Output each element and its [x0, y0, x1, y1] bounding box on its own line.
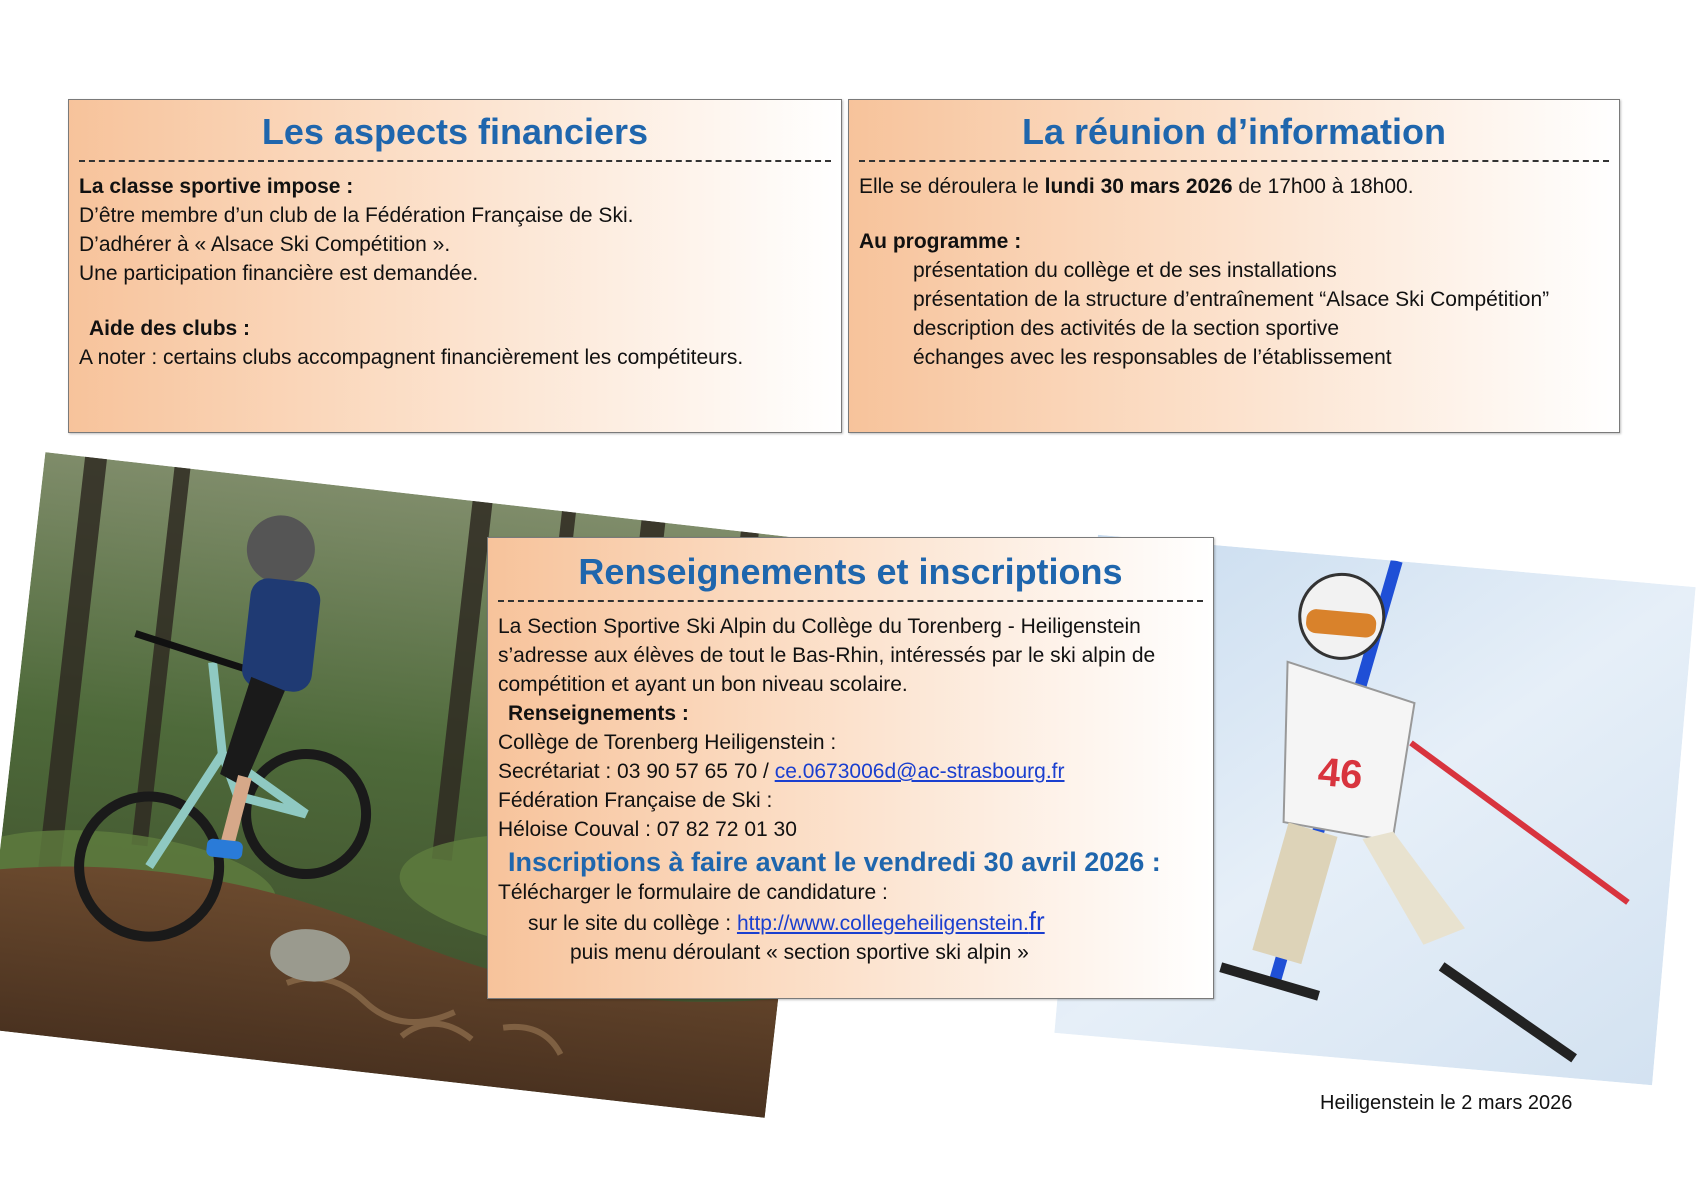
info-registration-title: Renseignements et inscriptions	[578, 551, 1123, 592]
meeting-time: de 17h00 à 18h00.	[1232, 175, 1414, 198]
download-text: Télécharger le formulaire de candidature :	[498, 881, 888, 904]
requirement-line: Une participation financière est demandée.	[79, 262, 479, 285]
financial-aspects-panel	[68, 99, 842, 433]
document-date: Heiligenstein le 2 mars 2026	[1320, 1092, 1573, 1114]
info-meeting-panel	[848, 99, 1620, 433]
divider	[79, 160, 831, 162]
requirement-line: D’adhérer à « Alsace Ski Compétition ».	[79, 233, 451, 256]
website-url-tld: fr	[1028, 906, 1045, 936]
club-aid-heading: Aide des clubs :	[89, 317, 251, 340]
intro-line: compétition et ayant un bon niveau scolaire.	[498, 673, 908, 696]
website-url: http://www.collegeheiligenstein.	[736, 912, 1029, 935]
divider	[859, 160, 1609, 162]
info-registration-panel	[487, 537, 1214, 999]
federation-contact: Héloise Couval : 07 82 72 01 30	[498, 818, 797, 841]
college-website-link[interactable]	[736, 906, 1045, 936]
site-prefix: sur le site du collège :	[528, 912, 737, 935]
impose-heading: La classe sportive impose :	[79, 175, 354, 198]
secretariat-phone: Secrétariat : 03 90 57 65 70 /	[498, 760, 775, 783]
programme-item: présentation de la structure d’entraînement “Alsace Ski Compétition”	[913, 288, 1550, 311]
programme-heading: Au programme :	[859, 230, 1022, 253]
meeting-date-line	[859, 172, 1609, 201]
meeting-date: lundi 30 mars 2026	[1044, 175, 1233, 198]
programme-item: présentation du collège et de ses installations	[913, 259, 1337, 282]
info-meeting-title: La réunion d’information	[1022, 111, 1446, 152]
programme-item: description des activités de la section sportive	[913, 317, 1340, 340]
meeting-intro-text: Elle se déroulera le	[859, 175, 1045, 198]
inscriptions-deadline: Inscriptions à faire avant le vendredi 30 avril 2026 :	[508, 847, 1161, 877]
contact-heading: Renseignements :	[508, 702, 689, 725]
federation-label: Fédération Française de Ski :	[498, 789, 773, 812]
intro-line: s’adresse aux élèves de tout le Bas-Rhin, intéressés par le ski alpin de	[498, 644, 1156, 667]
college-label: Collège de Torenberg Heiligenstein :	[498, 731, 837, 754]
menu-text: puis menu déroulant « section sportive ski alpin »	[570, 941, 1029, 964]
divider	[498, 600, 1203, 602]
secretariat-line	[498, 757, 1203, 786]
site-line	[498, 907, 1203, 938]
ski-bib-number: 46	[1316, 749, 1365, 798]
programme-item: échanges avec les responsables de l’établissement	[913, 346, 1392, 369]
requirement-line: D’être membre d’un club de la Fédération Française de Ski.	[79, 204, 634, 227]
club-aid-text: A noter : certains clubs accompagnent financièrement les compétiteurs.	[79, 346, 744, 369]
secretariat-email-link[interactable]: ce.0673006d@ac-strasbourg.fr	[774, 760, 1065, 783]
financial-aspects-title: Les aspects financiers	[261, 111, 649, 152]
intro-line: La Section Sportive Ski Alpin du Collège du Torenberg - Heiligenstein	[498, 615, 1141, 638]
